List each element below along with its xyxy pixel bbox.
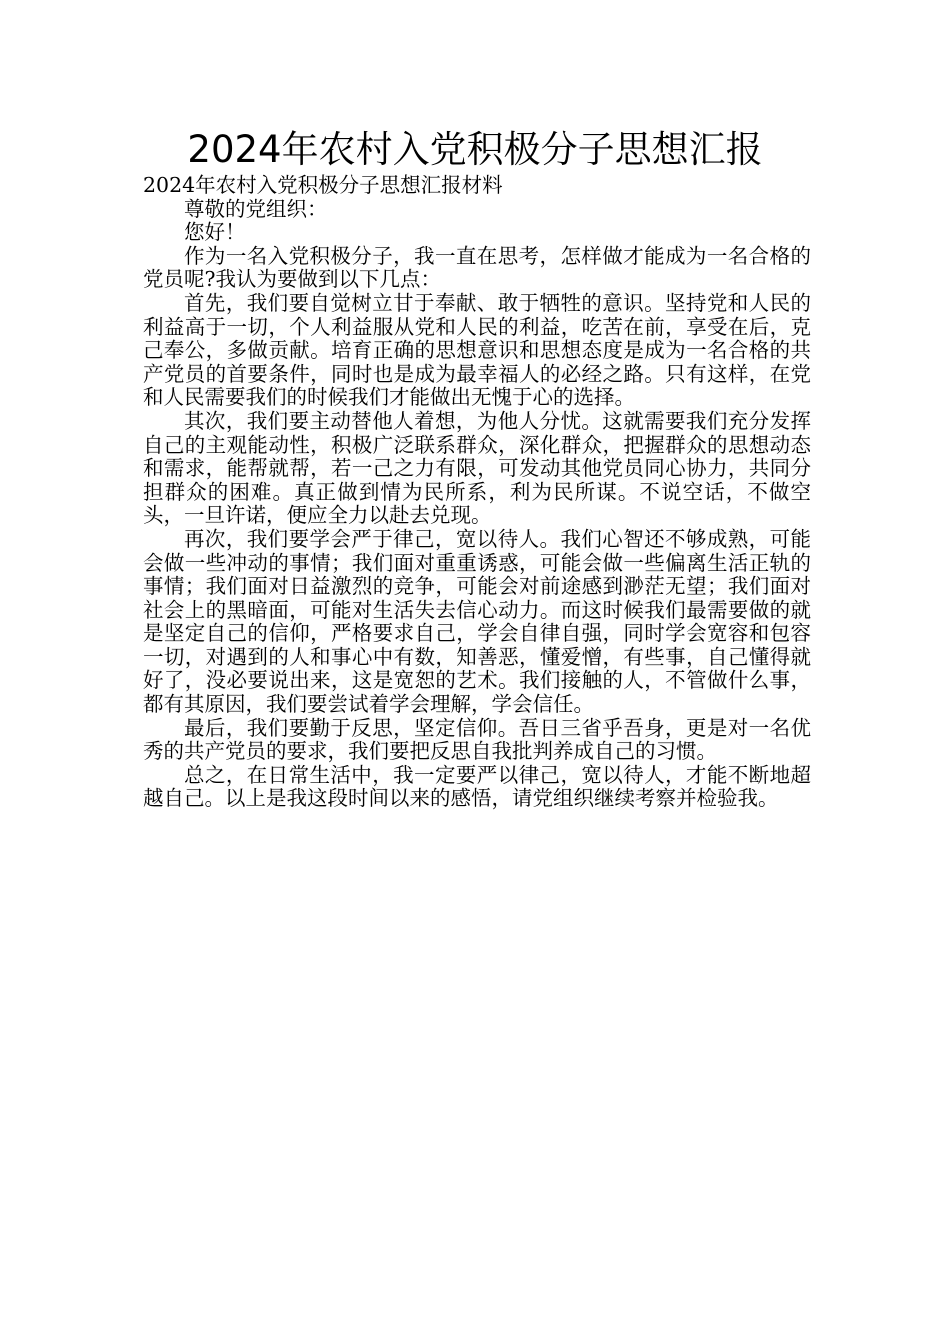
document-subtitle: 2024年农村入党积极分子思想汇报材料 (143, 173, 503, 197)
greeting: 您好！ (184, 220, 246, 245)
salutation: 尊敬的党组织： (184, 196, 328, 221)
document-body (143, 174, 811, 811)
page-title: 2024年农村入党积极分子思想汇报 (187, 128, 763, 171)
paragraph-third: 再次，我们要学会严于律己，宽以待人。我们心智还不够成熟，可能会做一些冲动的事情；我们面对重重诱惑，可能会做一些偏离生活正轨的事情；我们面对日益激烈的竞争，可能会对前途感到渺茫无望；我们面对社会上的黑暗面，可能对生活失去信心动力。而这时候我们最需要做的就是坚定自己的信仰，严格要求自己，学会自律自强，同时学会宽容和包容一切，对遇到的人和事心中有数，知善恶，懂爱憎，有些事，自己懂得就好了，没必要说出来，这是宽恕的艺术。我们接触的人，不管做什么事，都有其原因，我们要尝试着学会理解，学会信任。 (143, 526, 811, 717)
paragraph-intro: 作为一名入党积极分子，我一直在思考，怎样做才能成为一名合格的党员呢?我认为要做到以下几点： (143, 243, 811, 292)
paragraph-conclusion: 总之，在日常生活中，我一定要严以律己，宽以待人，才能不断地超越自己。以上是我这段时间以来的感悟，请党组织继续考察并检验我。 (143, 762, 811, 811)
paragraph-last: 最后，我们要勤于反思，坚定信仰。吾日三省乎吾身，更是对一名优秀的共产党员的要求，我们要把反思自我批判养成自己的习惯。 (143, 715, 811, 764)
paragraph-first: 首先，我们要自觉树立甘于奉献、敢于牺牲的意识。坚持党和人民的利益高于一切，个人利益服从党和人民的利益，吃苦在前，享受在后，克己奉公，多做贡献。培育正确的思想意识和思想态度是成为一名合格的共产党员的首要条件，同时也是成为最幸福人的必经之路。只有这样，在党和人民需要我们的时候我们才能做出无愧于心的选择。 (143, 290, 811, 410)
paragraph-second: 其次，我们要主动替他人着想，为他人分忧。这就需要我们充分发挥自己的主观能动性，积极广泛联系群众，深化群众，把握群众的思想动态和需求，能帮就帮，若一己之力有限，可发动其他党员同心协力，共同分担群众的困难。真正做到情为民所系，利为民所谋。不说空话，不做空头，一旦许诺，便应全力以赴去兑现。 (143, 408, 811, 528)
